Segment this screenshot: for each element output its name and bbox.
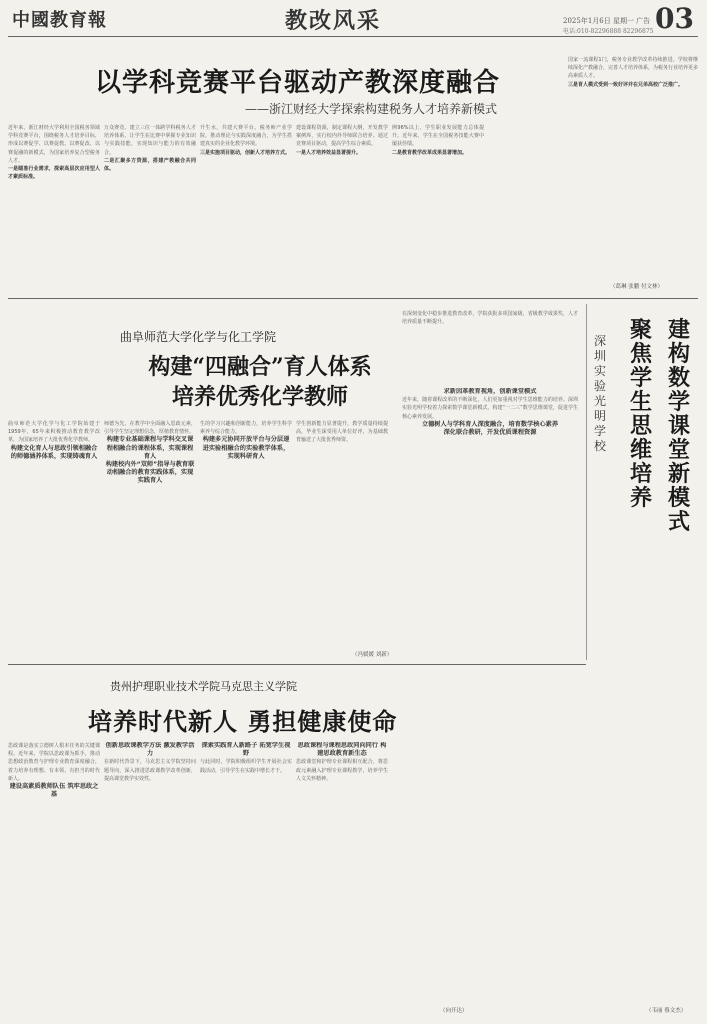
article4-col2 — [104, 742, 196, 1014]
article4-col1 — [8, 742, 100, 1014]
article3-head2: 立德树人与学科育人深度融合，培育数学核心素养 — [421, 420, 559, 428]
article1-col4-head: 一是人才培养效益显著提升。 — [296, 149, 362, 156]
article2-col3 — [200, 420, 292, 658]
article2-school: 曲阜师范大学化学与化工学院 — [120, 330, 277, 344]
article1-col5 — [392, 124, 484, 290]
article1-col6 — [568, 56, 698, 281]
article1-col2 — [104, 124, 196, 290]
article1-col6-text: 国家一流课程1门，税务专业教学改革持续推进。学校将继续深化产教融合，完善人才培养体系，为税务行业培养更多高素质人才。 — [568, 57, 698, 80]
article1-col3 — [200, 124, 292, 290]
article1-col4 — [296, 124, 388, 290]
article3-body-text: 近年来，随着课程改革的不断深化，人们更加重视对学生思维能力的培养。深圳实验光明学校着力探索数学课堂新模式，构建“一二三”数学思维课堂，促进学生核心素养发展。 — [402, 397, 578, 420]
article2-col4-text: 学生创新能力显著提升，教学质量持续提高，毕业生深受用人单位好评，为基础教育输送了大批优秀师资。 — [296, 421, 388, 444]
article4-col2-head: 创新思政课教学方法 激发教学活力 — [105, 742, 195, 758]
masthead — [0, 0, 707, 36]
article2-col5-text: 在深刻变化中稳步推进教育改革，学院获批多项国家级、省级教学成果奖，人才培养质量不断提升。 — [402, 311, 578, 326]
article2-col2-head2: 构建校内外“双师”指导与教育联动相融合的教育实践体系，实现实践育人 — [105, 461, 195, 485]
article2-col2-head: 构建专业基础课程与学科交叉课程相融合的课程体系，实现课程育人 — [106, 436, 194, 460]
article1-col3-head: 三是实施项目驱动，创新人才培养方式。 — [200, 149, 291, 156]
contact-line: 电话:010-82296888 82296875 — [563, 28, 654, 35]
page-number: 03 — [655, 2, 694, 35]
article1-col5-head: 二是教育教学改革成果显著增加。 — [392, 149, 468, 156]
article3-headline-col2: 建构数学课堂新模式 — [668, 317, 691, 535]
article2-col2-text: 师德为先，在教学中全面融入思政元素，引导学生坚定理想信念，厚植教育情怀。 — [104, 421, 196, 436]
article1-col2-head: 二是汇聚多方资源，搭建产教融合共同体。 — [104, 157, 196, 173]
article4-col4 — [296, 742, 388, 1014]
article4-col3 — [200, 742, 292, 1014]
article1-col6-head: 三是育人模式受到一致好评并在兄弟高校广泛推广。 — [568, 81, 684, 88]
article1-col3-text: 升生水，共建大赛平台。税务师产业学院，推动理论与实践深度融合，为学生搭建真实的企业化教学环境。 — [200, 125, 292, 148]
article2-col1-text: 曲阜师范大学化学与化工学院始建于1959年，65年来积极推动教育教学改革，为国家培养了大批优秀化学教师。 — [8, 421, 100, 444]
article1-subheadline: ——浙江财经大学探索构建税务人才培养新模式 — [245, 102, 498, 116]
article1-col1 — [8, 124, 100, 290]
article2-byline: （冯媛媛 刘新） — [352, 652, 393, 658]
article2-col3-head: 构建多元协同开放平台与分层递进实验相融合的实验教学体系，实现科研育人 — [202, 436, 290, 460]
article1-byline: （葛琳 张鹏 付文林） — [610, 284, 663, 290]
article4-col1-text: 思政课是落实立德树人根本任务的关键课程。近年来，学院以思政课为抓手，推动思想政治教育与护理专业教育深度融合，着力培养有理想、有本领、有担当的时代新人。 — [8, 743, 100, 782]
article2-col5 — [402, 310, 578, 380]
article4-headline: 培养时代新人 勇担健康使命 — [88, 707, 398, 736]
article2-col4 — [296, 420, 388, 650]
article2-col1-head: 构建文化育人与思政引领相融合的师德涵养体系，实现铸魂育人 — [10, 444, 98, 460]
article4-col4-head: 思政课程与课程思政同向同行 构建思政教育新生态 — [297, 742, 387, 758]
article3-label: 深圳实验光明学校 — [594, 334, 607, 453]
article3-headline-col1: 聚焦学生思维培养 — [630, 317, 653, 511]
article1-headline: 以学科竞赛平台驱动产教深度融合 — [95, 68, 501, 98]
article2-headline — [110, 352, 410, 412]
article4-col3-head: 探索实践育人新路子 拓宽学生视野 — [201, 742, 291, 758]
article1-col5-text: 例96%以上，学生职业发展能力总体提升。近年来，学生在全国税务技能大赛中屡获佳绩。 — [392, 125, 484, 148]
article2-col3-text: 生的学习兴趣和创新能力，培养学生科学素养与综合能力。 — [200, 421, 292, 436]
rule-1 — [8, 298, 698, 299]
article4-byline: （向开达） — [440, 1008, 468, 1014]
article1-col4-text: 建设课程资源，制定课程大纲，开发教学案例库，实行校内外导师联合培养。通过竞赛项目驱动，提高学生综合素质。 — [296, 125, 388, 148]
article1-col1-head: 一是瞄准行业需求，探索高层次应用型人才素质标准。 — [8, 166, 100, 181]
article4-col3-text: 与此同时，学院积极组织学生开展社会实践活动，引导学生在实践中增长才干。 — [200, 759, 292, 774]
article4-school: 贵州护理职业技术学院马克思主义学院 — [110, 680, 297, 693]
article4-col1-head: 建设高素质教师队伍 筑牢思政之基 — [9, 783, 99, 799]
article3-body — [402, 388, 578, 656]
article2-col1 — [8, 420, 100, 658]
section-title: 教改风采 — [285, 8, 382, 34]
article1-col2-text: 万众赛竞、建立三位一体跨学科税务人才培养体系，让学生在比赛中掌握专业知识与实践技能，实现知识与能力的有效融合。 — [104, 125, 196, 156]
article3-head1: 求新因革教育视角，创新课堂模式 — [443, 388, 537, 395]
divider-vertical — [586, 304, 587, 660]
article4-col4-text: 思政课堂和护理专业课程相互配合，将思政元素融入护理专业课程教学，培养学生人文关怀精神。 — [296, 759, 388, 782]
article2-headline-line1: 构建“四融合”育人体系 — [148, 354, 372, 380]
article3-head3: 深化联合教研，开发优质课程资源 — [443, 429, 537, 437]
top-rule — [8, 36, 698, 37]
article2-col2 — [104, 420, 196, 658]
article2-headline-line2: 培养优秀化学教师 — [171, 384, 348, 410]
newspaper-logo: 中國教育報 — [12, 10, 107, 31]
article1-col1-text: 近年来，浙江财经大学利用全国税务领域学科竞赛平台，围绕税务人才培养目标，形成以赛促学、以赛促教、以赛促改、以赛促融的新模式，为国家培养复合型税务人才。 — [8, 125, 100, 164]
dateline: 2025年1月6日 星期一 广告 — [563, 17, 651, 25]
article4-col2-text: 在新时代背景下，马克思主义学院坚持问题导向，深入推进思政课教学改革创新，提高课堂教学实效性。 — [104, 759, 196, 782]
rule-2 — [8, 664, 586, 665]
article3-byline: （韦丽 蔡文杰） — [646, 1008, 687, 1014]
